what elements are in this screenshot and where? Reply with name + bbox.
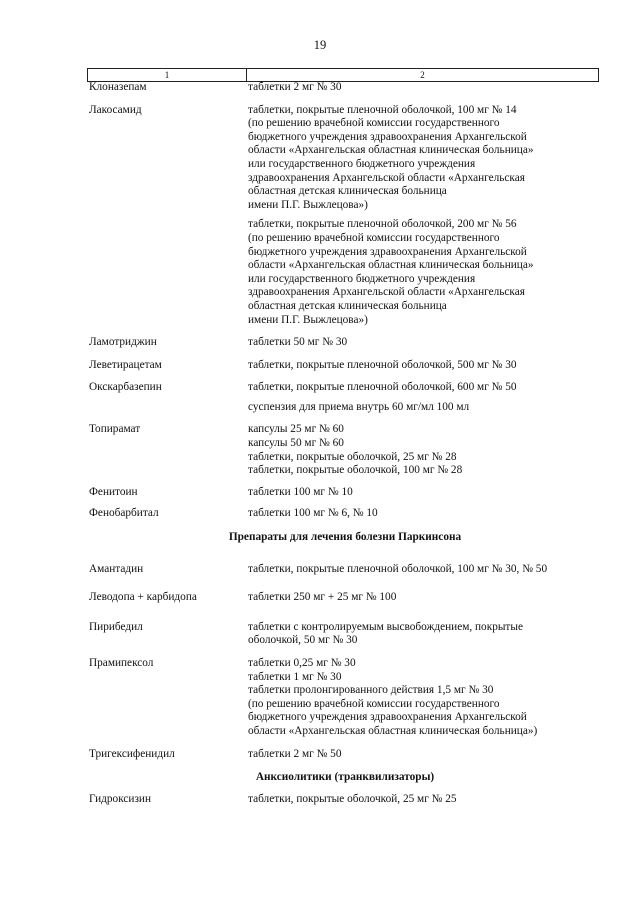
drug-name: Леветирацетам xyxy=(89,358,162,371)
section-heading: Препараты для лечения болезни Паркинсона xyxy=(228,531,462,544)
table-header xyxy=(87,68,599,82)
table-row xyxy=(89,507,601,521)
dosage-form-entry: таблетки, покрытые пленочной оболочкой, 600 мг № 50 xyxy=(248,381,517,394)
drug-name: Амантадин xyxy=(89,562,144,575)
drug-name: Фенитоин xyxy=(89,485,138,498)
table-row xyxy=(89,381,601,414)
drug-name: Топирамат xyxy=(89,423,141,436)
table-row xyxy=(89,359,601,373)
dosage-forms xyxy=(248,591,601,605)
dosage-form-entry: таблетки, покрытые пленочной оболочкой, 200 мг № 56 (по решению врачебной комиссии государственного бюджетного учреждения здравоохранения Архангельской области «Архангельская областная клиническая больница» или государственного бюджетного учреждения здравоохранения Архангельской области «Архангельская областная детская клиническая больница имени П.Г. Выжлецова») xyxy=(248,218,534,326)
dosage-form-entry: таблетки 250 мг + 25 мг № 100 xyxy=(248,591,397,604)
drug-name: Ламотриджин xyxy=(89,336,157,349)
table-row xyxy=(89,104,601,328)
drug-name: Лакосамид xyxy=(89,103,142,116)
dosage-form-entry: таблетки с контролируемым высвобождением, покрытые оболочкой, 50 мг № 30 xyxy=(248,620,523,647)
column-header-1: 1 xyxy=(88,69,247,81)
table-row xyxy=(89,336,601,350)
drug-name: Прамипексол xyxy=(89,657,154,669)
dosage-form-entry: таблетки, покрытые пленочной оболочкой, 500 мг № 30 xyxy=(248,358,517,371)
drug-name: Гидроксизин xyxy=(89,792,152,805)
dosage-form-entry: таблетки 0,25 мг № 30 таблетки 1 мг № 30 таблетки пролонгированного действия 1,5 мг № 30 (по решению врачебной комиссии государственного бюджетного учреждения здравоохранения Архангельской области «Архангельская областная клиническая больница») xyxy=(248,657,538,737)
page-number: 19 xyxy=(313,38,327,52)
table-row xyxy=(89,563,601,577)
table-row xyxy=(89,657,601,739)
table-row xyxy=(89,486,601,500)
dosage-form-entry: таблетки 2 мг № 50 xyxy=(248,747,342,760)
drug-name: Фенобарбитал xyxy=(89,507,159,520)
table-row xyxy=(89,423,601,477)
table-row xyxy=(89,621,601,648)
dosage-forms xyxy=(248,748,601,762)
dosage-forms xyxy=(248,381,601,414)
dosage-forms xyxy=(248,793,601,807)
drug-table xyxy=(89,81,601,806)
dosage-form-entry: таблетки 100 мг № 10 xyxy=(248,485,353,498)
dosage-forms xyxy=(248,486,601,500)
dosage-forms xyxy=(248,423,601,477)
drug-name: Пирибедил xyxy=(89,620,143,633)
dosage-form-entry: суспензия для приема внутрь 60 мг/мл 100 мл xyxy=(248,400,470,413)
drug-name: Тригексифенидил xyxy=(89,747,175,760)
table-row xyxy=(89,81,601,95)
dosage-form-entry: таблетки 2 мг № 30 xyxy=(248,81,342,93)
dosage-forms xyxy=(248,336,601,350)
dosage-forms xyxy=(248,359,601,373)
dosage-forms xyxy=(248,104,601,328)
dosage-form-entry: капсулы 25 мг № 60 капсулы 50 мг № 60 таблетки, покрытые оболочкой, 25 мг № 28 таблетки, покрытые оболочкой, 100 мг № 28 xyxy=(248,423,463,477)
dosage-forms xyxy=(248,563,601,577)
section-heading: Анксиолитики (транквилизаторы) xyxy=(255,771,435,784)
dosage-forms xyxy=(248,621,601,648)
drug-name: Леводопа + карбидопа xyxy=(89,591,197,604)
table-row xyxy=(89,793,601,807)
table-row xyxy=(89,748,601,762)
drug-name: Клоназепам xyxy=(89,81,147,93)
dosage-forms xyxy=(248,507,601,521)
dosage-form-entry: таблетки 50 мг № 30 xyxy=(248,336,348,349)
dosage-form-entry: таблетки, покрытые оболочкой, 25 мг № 25 xyxy=(248,792,457,805)
table-row xyxy=(89,591,601,605)
dosage-form-entry: таблетки, покрытые пленочной оболочкой, 100 мг № 14 (по решению врачебной комиссии государственного бюджетного учреждения здравоохранения Архангельской области «Архангельская областная клиническая больница» или государственного бюджетного учреждения здравоохранения Архангельской области «Архангельская областная детская клиническая больница имени П.Г. Выжлецова») xyxy=(248,103,534,211)
dosage-form-entry: таблетки, покрытые пленочной оболочкой, 100 мг № 30, № 50 xyxy=(248,562,548,575)
drug-name: Окскарбазепин xyxy=(89,381,162,394)
dosage-forms xyxy=(248,657,601,739)
dosage-form-entry: таблетки 100 мг № 6, № 10 xyxy=(248,507,378,520)
dosage-forms xyxy=(248,81,601,95)
column-header-2: 2 xyxy=(420,70,425,80)
